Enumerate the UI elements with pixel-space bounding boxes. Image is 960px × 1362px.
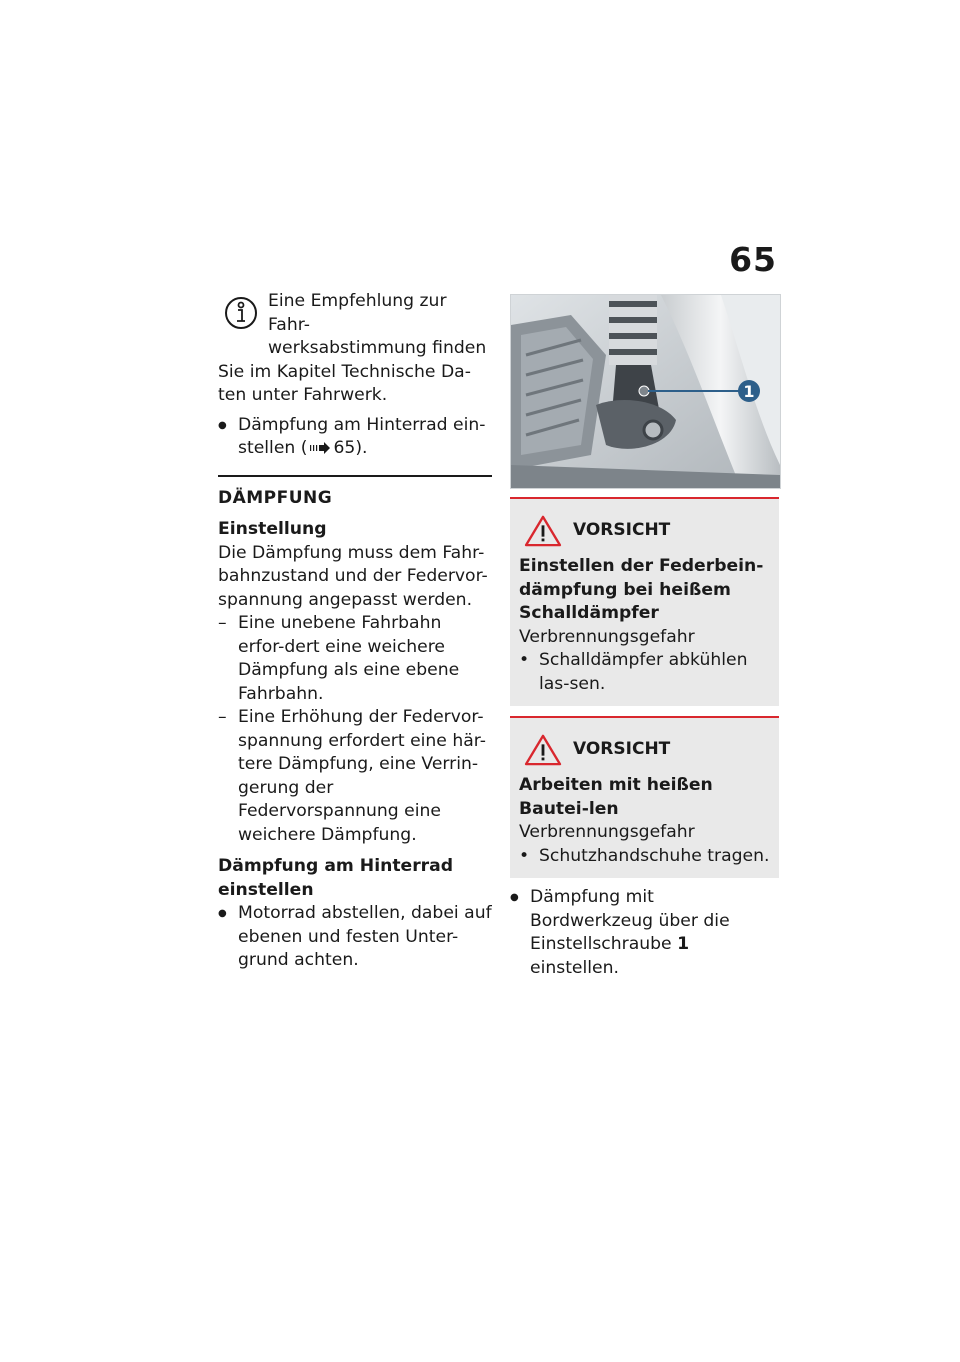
- right-column: [510, 294, 779, 980]
- warning-box-1: [510, 497, 779, 706]
- bullet-reference-text: Dämpfung am Hinterrad ein-stellen (: [238, 414, 486, 458]
- bullet-item-adjust: [510, 886, 779, 980]
- warning-label: VORSICHT: [573, 739, 671, 760]
- warning-label: VORSICHT: [573, 520, 671, 541]
- warning-triangle-icon: [523, 515, 563, 547]
- bullet-reference-page: 65).: [333, 438, 368, 458]
- bullet-adjust-end: einstellen.: [530, 957, 619, 978]
- warning-action: • Schutzhandschuhe tragen.: [519, 845, 770, 869]
- bullet-reference: [218, 414, 492, 461]
- page-reference-arrow-icon: [310, 442, 330, 454]
- subsection-title-hinterrad: Dämpfung am Hinterrad einstellen: [218, 856, 454, 900]
- page-number: 65: [729, 240, 777, 279]
- left-column: [218, 290, 492, 973]
- info-text-rest: Sie im Kapitel Technische Da-ten unter Fahrwerk.: [218, 361, 471, 405]
- warning-hazard: Verbrennungsgefahr: [519, 822, 695, 842]
- subsection-title-einstellung: Einstellung: [218, 519, 327, 539]
- bullet-adjust-number: 1: [677, 934, 690, 954]
- photo-illustration: [511, 295, 780, 488]
- photo-callout-1: 1: [743, 382, 755, 401]
- warning-title: Einstellen der Federbein-dämpfung bei heißem Schalldämpfer: [519, 556, 764, 623]
- warning-box-2: [510, 716, 779, 878]
- paragraph-einstellung: Die Dämpfung muss dem Fahr-bahnzustand und der Federvor-spannung angepasst werden.: [218, 542, 488, 610]
- info-icon: [224, 296, 258, 330]
- dash-item: – Eine Erhöhung der Federvor-spannung erfordert eine här-tere Dämpfung, eine Verrin-gerung der Federvorspannung eine weichere Dämpfung.: [218, 706, 492, 847]
- section-divider: [218, 475, 492, 477]
- info-text-line2: werksabstimmung finden: [268, 338, 487, 358]
- warning-triangle-icon: [523, 734, 563, 766]
- info-note: [218, 290, 492, 408]
- dash-item: – Eine unebene Fahrbahn erfor-dert eine weichere Dämpfung als eine ebene Fahrbahn.: [218, 612, 492, 706]
- warning-header: [519, 513, 770, 549]
- warning-title: Arbeiten mit heißen Bautei-len: [519, 775, 713, 819]
- warning-hazard: Verbrennungsgefahr: [519, 626, 695, 647]
- warning-action: • Schalldämpfer abkühlen las-sen.: [519, 649, 770, 696]
- shock-absorber-photo: [510, 294, 781, 489]
- warning-header: [519, 732, 770, 768]
- bullet-adjust-text: Dämpfung mit Bordwerkzeug über die Einstellschraube: [530, 887, 730, 954]
- section-title: DÄMPFUNG: [218, 487, 333, 508]
- bullet-item: ● Motorrad abstellen, dabei auf ebenen und festen Unter-grund achten.: [218, 902, 492, 973]
- info-text-line1: Eine Empfehlung zur Fahr-: [268, 291, 447, 335]
